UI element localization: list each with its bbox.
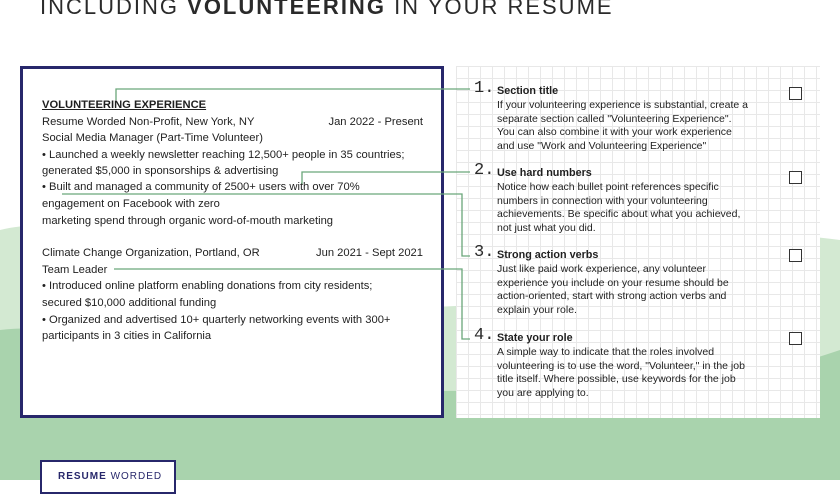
tip-description — [497, 181, 779, 235]
entry-2-bullet-line: secured $10,000 additional funding — [42, 297, 217, 309]
tip-title: Use hard numbers — [497, 167, 592, 179]
volunteering-section-heading: VOLUNTEERING EXPERIENCE — [42, 99, 207, 111]
checkbox-icon[interactable] — [789, 171, 802, 184]
entry-1-org-location: Resume Worded Non-Profit, New York, NY — [42, 116, 255, 128]
tip-title: Section title — [497, 85, 559, 97]
entry-1-dates: Jan 2022 - Present — [328, 116, 423, 128]
entry-2-bullet-line: • Organized and advertised 10+ quarterly networking events with 300+ — [42, 314, 391, 326]
tip-line: and use "Work and Volunteering Experience" — [497, 139, 707, 152]
headline-bold-word: VOLUNTEERING — [187, 0, 386, 19]
tip-line: title itself. Where possible, use keywords for the job — [497, 373, 736, 386]
headline-suffix: IN YOUR RESUME — [394, 0, 614, 19]
checkbox-icon[interactable] — [789, 249, 802, 262]
checkbox-icon[interactable] — [789, 87, 802, 100]
resume-sample-card — [20, 66, 444, 418]
entry-1-bullet-line: • Built and managed a community of 2500+ users with over 70% — [42, 181, 360, 193]
tip-line: You can also combine it with your work experience — [497, 126, 732, 139]
tip-line: not just what you did. — [497, 221, 596, 234]
entry-2-dates: Jun 2021 - Sept 2021 — [316, 247, 423, 259]
tips-checklist-panel — [456, 66, 820, 418]
logo-regular-text: WORDED — [110, 471, 163, 482]
tip-number: 2. — [474, 161, 495, 180]
tip-number: 3. — [474, 243, 495, 262]
page-headline — [40, 0, 614, 20]
tip-line: achievements. Be specific about what you achieved, — [497, 208, 741, 221]
tip-number: 1. — [474, 79, 495, 98]
tip-description — [497, 346, 779, 400]
entry-1-bullet-line: engagement on Facebook with zero — [42, 198, 220, 210]
entry-2-bullet-line: participants in 3 cities in California — [42, 330, 212, 342]
entry-1-role: Social Media Manager (Part-Time Volunteer) — [42, 132, 263, 144]
tip-line: explain your role. — [497, 303, 577, 316]
tip-line: you are applying to. — [497, 386, 589, 399]
tip-number: 4. — [474, 326, 495, 345]
tip-line: A simple way to indicate that the roles involved — [497, 346, 715, 358]
tip-description — [497, 263, 779, 317]
entry-2-bullet-line: • Introduced online platform enabling donations from city residents; — [42, 280, 373, 292]
tip-line: separate section called "Volunteering Experience". — [497, 112, 732, 125]
entry-1-bullet-line: • Launched a weekly newsletter reaching 12,500+ people in 35 countries; — [42, 149, 405, 161]
tip-description — [497, 99, 779, 153]
entry-2-role: Team Leader — [42, 264, 108, 276]
tip-line: experience you include on your resume should be — [497, 276, 729, 289]
checkbox-icon[interactable] — [789, 332, 802, 345]
logo-bold-text: RESUME — [58, 471, 107, 482]
tip-line: action-oriented, start with strong action verbs and — [497, 290, 727, 303]
tip-line: If your volunteering experience is substantial, create a — [497, 99, 748, 111]
tip-line: numbers in connection with your volunteering — [497, 194, 708, 207]
tip-line: Notice how each bullet point references specific — [497, 181, 719, 193]
tip-line: volunteering is to use the word, "Volunteer," in the job — [497, 359, 745, 372]
entry-2-org-location: Climate Change Organization, Portland, OR — [42, 247, 260, 259]
tip-title: Strong action verbs — [497, 249, 599, 261]
resume-worded-logo — [40, 460, 176, 494]
tip-title: State your role — [497, 332, 573, 344]
tip-line: Just like paid work experience, any volunteer — [497, 263, 706, 275]
entry-1-bullet-line: marketing spend through organic word-of-mouth marketing — [42, 215, 334, 227]
headline-prefix: INCLUDING — [40, 0, 180, 19]
entry-1-bullet-line: generated $5,000 in sponsorships & advertising — [42, 165, 279, 177]
